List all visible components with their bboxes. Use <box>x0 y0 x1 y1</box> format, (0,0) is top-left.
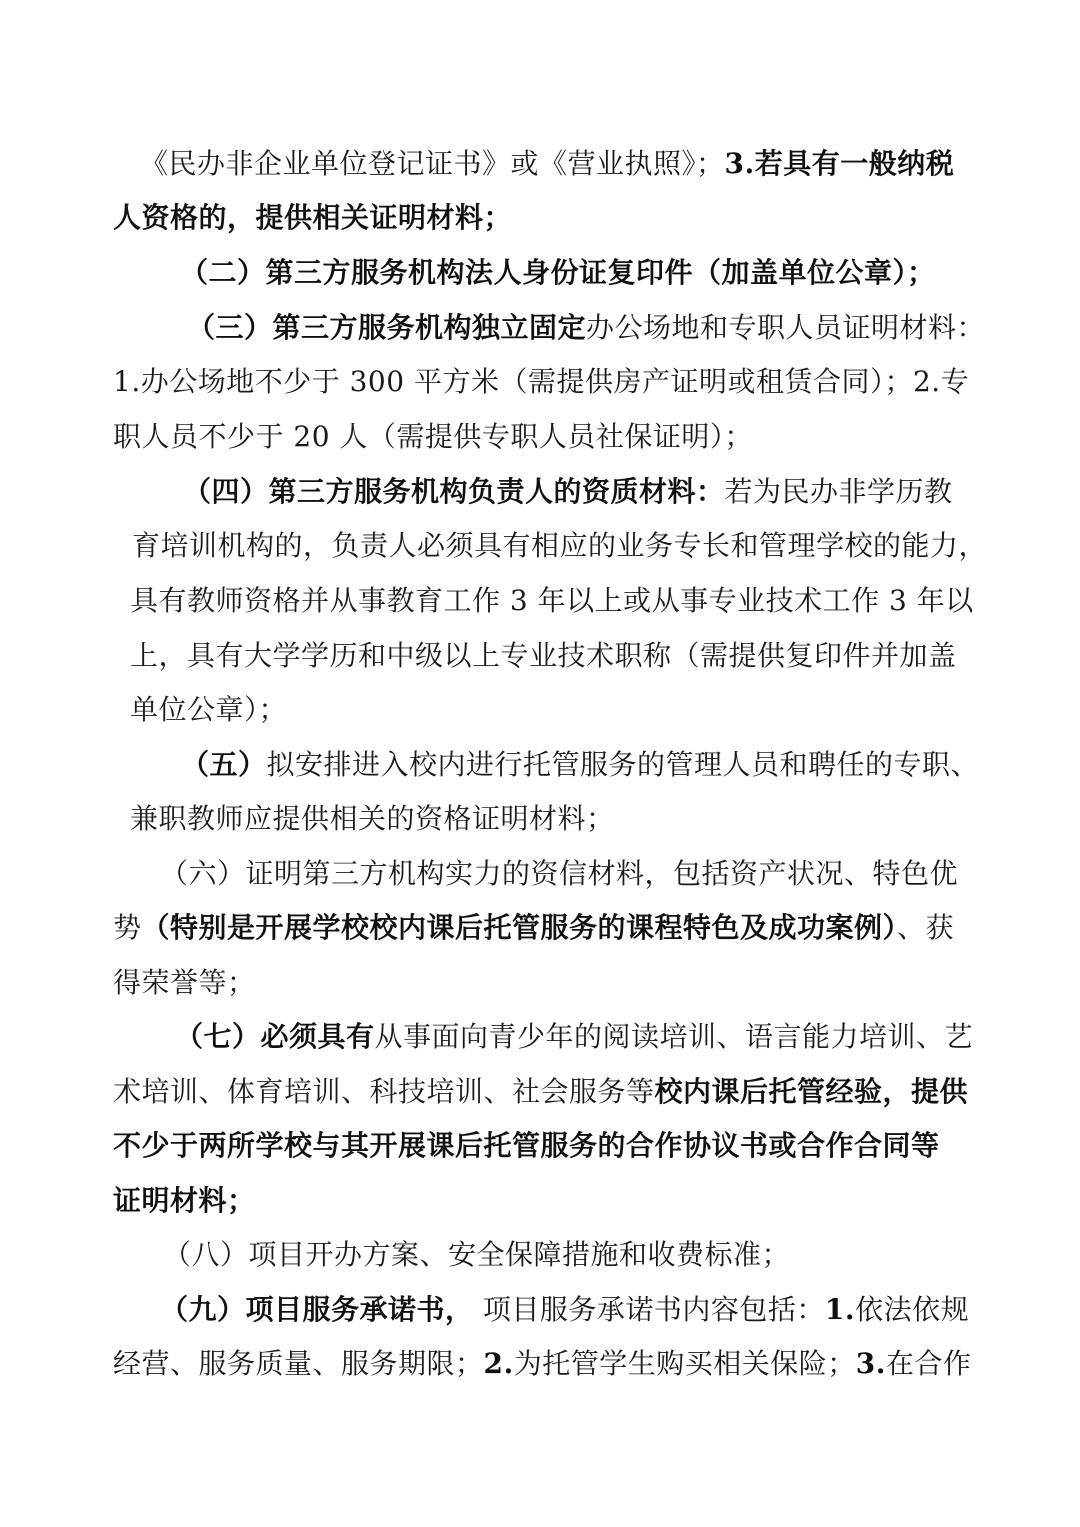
text-line-17 <box>175 1019 973 1055</box>
text-run-bold: 3.若具有一般纳税 <box>724 147 955 180</box>
text-run: 、获 <box>897 911 955 944</box>
text-run: 若为民办非学历教 <box>724 475 953 508</box>
text-run: 兼职教师应提供相关的资格证明材料； <box>130 802 615 835</box>
text-run-bold: 1. <box>824 1293 856 1326</box>
text-run-bold: （七）必须具有 <box>175 1020 375 1053</box>
text-run: 在合作 <box>886 1347 972 1380</box>
text-run-bold: 人资格的，提供相关证明材料； <box>113 201 513 234</box>
text-run: 项目服务承诺书内容包括： <box>473 1293 825 1326</box>
text-run-bold: 不少于两所学校与其开展课后托管服务的合作协议书或合作合同等 <box>113 1129 940 1162</box>
text-run: 拟安排进入校内进行托管服务的管理人员和聘任的专职、 <box>266 748 980 781</box>
text-run-bold: （二）第三方服务机构法人身份证复印件（加盖单位公章）； <box>180 256 936 289</box>
text-run: 经营、服务质量、服务期限； <box>113 1347 484 1380</box>
text-run-bold: 校内课后托管经验，提供 <box>654 1075 969 1108</box>
text-run: 1.办公场地不少于 300 平方米（需提供房产证明或租赁合同）；2.专 <box>113 365 970 398</box>
text-run: 职人员不少于 20 人（需提供专职人员社保证明）； <box>113 420 753 453</box>
text-line-11 <box>130 692 287 728</box>
text-run: 具有教师资格并从事教育工作 3 年以上或从事专业技术工作 3 年以 <box>130 584 974 617</box>
text-line-20 <box>113 1183 256 1219</box>
text-run-bold: （三）第三方服务机构独立固定 <box>187 311 587 344</box>
text-line-19 <box>113 1128 940 1164</box>
text-line-21 <box>163 1237 790 1273</box>
text-line-3 <box>180 255 936 291</box>
text-line-10 <box>130 638 957 674</box>
text-line-6 <box>113 419 753 455</box>
text-line-1 <box>140 146 954 182</box>
text-run: （八）项目开办方案、安全保障措施和收费标准； <box>163 1238 791 1271</box>
text-line-15 <box>113 910 954 946</box>
text-run: 得荣誉等； <box>113 966 256 999</box>
text-line-5 <box>113 364 969 400</box>
text-line-22 <box>160 1292 969 1328</box>
text-run: 上，具有大学学历和中级以上专业技术职称（需提供复印件并加盖 <box>130 639 957 672</box>
text-run: （六）证明第三方机构实力的资信材料，包括资产状况、特色优 <box>160 857 959 890</box>
text-line-13 <box>130 801 615 837</box>
text-line-4 <box>187 310 985 346</box>
text-run-bold: （四）第三方服务机构负责人的资质材料： <box>183 475 725 508</box>
text-run: 单位公章）； <box>130 693 288 726</box>
text-run-bold: （特别是开展学校校内课后托管服务的课程特色及成功案例） <box>141 911 898 944</box>
text-run-bold: （五） <box>181 748 267 781</box>
text-line-9 <box>130 583 974 619</box>
text-run: 《民办非企业单位登记证书》或《营业执照》； <box>140 147 725 180</box>
text-run: 依法依规 <box>855 1293 970 1326</box>
text-run-bold: 2. <box>483 1347 514 1380</box>
text-line-16 <box>113 965 256 1001</box>
text-line-7 <box>183 474 953 510</box>
text-line-2 <box>113 200 512 236</box>
text-run: 势 <box>113 911 142 944</box>
text-run: 术培训、体育培训、科技培训、社会服务等 <box>113 1075 655 1108</box>
text-line-12 <box>181 747 979 783</box>
text-run: 为托管学生购买相关保险； <box>513 1347 856 1380</box>
text-run-bold: 证明材料； <box>113 1184 256 1217</box>
text-run: 办公场地和专职人员证明材料： <box>586 311 986 344</box>
text-run-bold: 3. <box>855 1347 886 1380</box>
text-line-14 <box>160 856 958 892</box>
text-run-bold: （九）项目服务承诺书， <box>160 1293 474 1326</box>
text-run: 从事面向青少年的阅读培训、语言能力培训、艺 <box>374 1020 974 1053</box>
text-line-23 <box>113 1346 972 1382</box>
text-line-8 <box>132 528 987 564</box>
text-run: 育培训机构的，负责人必须具有相应的业务专长和管理学校的能力， <box>132 529 988 562</box>
text-line-18 <box>113 1074 968 1110</box>
